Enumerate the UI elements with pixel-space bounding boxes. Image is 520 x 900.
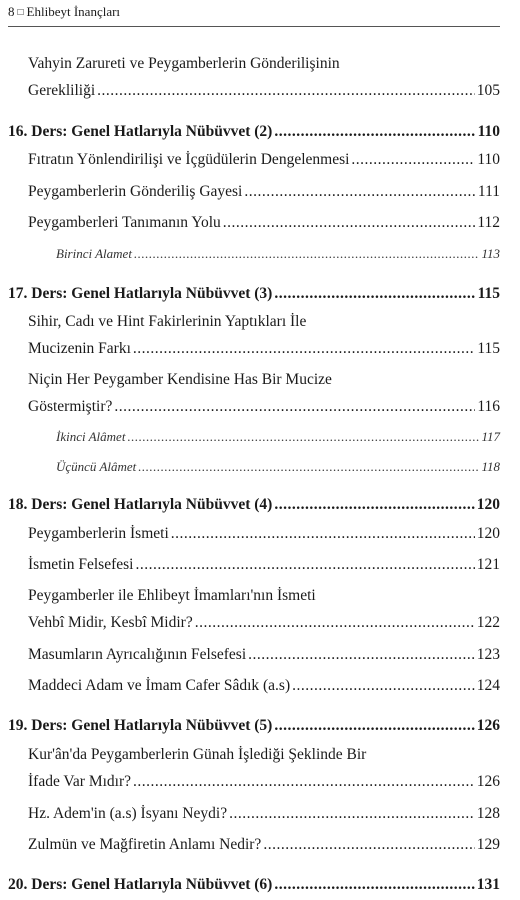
toc-subentry[interactable] — [56, 459, 500, 475]
toc-entry-title: İfade Var Mıdır? — [28, 773, 132, 790]
toc-entry[interactable] — [28, 646, 500, 664]
header-separator: □ — [17, 7, 24, 18]
toc-entry-title: Hz. Adem'in (a.s) İsyanı Neydi? — [28, 805, 228, 822]
toc-subentry[interactable] — [56, 246, 500, 262]
toc-entry[interactable] — [28, 525, 500, 543]
toc-page-number: 115 — [477, 285, 500, 302]
lesson-title: 20. Ders: Genel Hatlarıyla Nübüvvet (6) — [8, 876, 273, 893]
toc-entry[interactable] — [28, 214, 500, 232]
toc-entry[interactable] — [28, 614, 500, 632]
toc-entry-line1: Vahyin Zarureti ve Peygamberlerin Gönderilişinin — [28, 55, 340, 72]
toc-entry[interactable] — [28, 183, 500, 201]
dot-leader — [133, 340, 475, 358]
dot-leader — [127, 429, 479, 445]
toc-page-number: 129 — [476, 836, 500, 853]
dot-leader — [135, 556, 474, 574]
toc-entry[interactable] — [28, 677, 500, 695]
toc-page-number: 116 — [477, 398, 500, 415]
toc-page-number: 131 — [476, 876, 500, 893]
dot-leader — [195, 614, 475, 632]
toc-entry-title: Maddeci Adam ve İmam Cafer Sâdık (a.s) — [28, 677, 291, 694]
toc-page-number: 120 — [476, 496, 500, 513]
dot-leader — [274, 123, 475, 141]
toc-page-number: 111 — [477, 183, 500, 200]
dot-leader — [133, 773, 475, 791]
toc-entry-title: Peygamberlerin İsmeti — [28, 525, 169, 542]
toc-page-number: 105 — [476, 82, 500, 99]
dot-leader — [138, 459, 479, 475]
dot-leader — [292, 677, 475, 695]
toc-page-number: 128 — [476, 805, 500, 822]
toc-subentry-title: Birinci Alamet — [56, 246, 132, 261]
toc-entry-title: Masumların Ayrıcalığının Felsefesi — [28, 646, 247, 663]
running-header — [8, 4, 500, 27]
toc-entry-title: Vehbî Midir, Kesbî Midir? — [28, 614, 193, 631]
toc-page-number: 121 — [476, 556, 500, 573]
dot-leader — [351, 151, 475, 169]
toc-subentry-title: İkinci Alâmet — [56, 429, 126, 444]
toc-page-number: 110 — [477, 123, 500, 140]
toc-subentry-title: Üçüncü Alâmet — [56, 459, 137, 474]
dot-leader — [274, 876, 474, 894]
lesson-title: 19. Ders: Genel Hatlarıyla Nübüvvet (5) — [8, 717, 273, 734]
dot-leader — [248, 646, 475, 664]
toc-entry-line1: Peygamberler ile Ehlibeyt İmamları'nın İsmeti — [28, 587, 316, 604]
toc-entry[interactable] — [28, 836, 500, 854]
toc-page-number: 126 — [476, 717, 500, 734]
toc-entry-title: Peygamberlerin Gönderiliş Gayesi — [28, 183, 243, 200]
dot-leader — [171, 525, 475, 543]
toc-lesson-heading[interactable] — [8, 496, 500, 514]
lesson-title: 18. Ders: Genel Hatlarıyla Nübüvvet (4) — [8, 496, 273, 513]
toc-entry[interactable] — [28, 398, 500, 416]
toc-entry-line1: Niçin Her Peygamber Kendisine Has Bir Mucize — [28, 371, 332, 388]
toc-lesson-heading[interactable] — [8, 717, 500, 735]
toc-page-number: 117 — [481, 429, 500, 444]
toc-page-number: 110 — [477, 151, 500, 168]
toc-entry-title: İsmetin Felsefesi — [28, 556, 134, 573]
dot-leader — [274, 717, 474, 735]
toc-entry[interactable] — [28, 151, 500, 169]
dot-leader — [229, 805, 475, 823]
toc-page-number: 123 — [476, 646, 500, 663]
dot-leader — [134, 246, 480, 262]
dot-leader — [114, 398, 475, 416]
toc-entry[interactable] — [28, 805, 500, 823]
dot-leader — [244, 183, 476, 201]
toc-entry-line1: Sihir, Cadı ve Hint Fakirlerinin Yaptıkları İle — [28, 313, 307, 330]
dot-leader — [97, 82, 475, 100]
toc-entry-title: Fıtratın Yönlendirilişi ve İçgüdülerin Dengelenmesi — [28, 151, 350, 168]
toc-entry-line1: Kur'ân'da Peygamberlerin Günah İşlediği Şeklinde Bir — [28, 746, 367, 763]
toc-entry-title: Mucizenin Farkı — [28, 340, 131, 357]
toc-page-number: 120 — [476, 525, 500, 542]
toc-lesson-heading[interactable] — [8, 123, 500, 141]
toc-entry[interactable] — [28, 773, 500, 791]
lesson-title: 17. Ders: Genel Hatlarıyla Nübüvvet (3) — [8, 285, 273, 302]
page-number: 8 — [8, 4, 15, 19]
toc-page-number: 113 — [481, 246, 500, 261]
toc-entry-title: Peygamberleri Tanımanın Yolu — [28, 214, 221, 231]
toc-entry-title: Göstermiştir? — [28, 398, 113, 415]
book-title: Ehlibeyt İnançları — [26, 4, 121, 19]
toc-page-number: 118 — [481, 459, 500, 474]
toc-page-number: 122 — [476, 614, 500, 631]
toc-lesson-heading[interactable] — [8, 285, 500, 303]
toc-page-number: 126 — [476, 773, 500, 790]
toc-entry[interactable] — [28, 556, 500, 574]
toc-entry[interactable] — [28, 82, 500, 100]
toc-lesson-heading[interactable] — [8, 876, 500, 894]
toc-page-number: 124 — [476, 677, 500, 694]
dot-leader — [263, 836, 474, 854]
toc-entry-title: Zulmün ve Mağfiretin Anlamı Nedir? — [28, 836, 262, 853]
dot-leader — [223, 214, 476, 232]
toc-entry[interactable] — [28, 340, 500, 358]
toc-page-number: 115 — [477, 340, 500, 357]
dot-leader — [274, 285, 475, 303]
toc-page-number: 112 — [477, 214, 500, 231]
lesson-title: 16. Ders: Genel Hatlarıyla Nübüvvet (2) — [8, 123, 273, 140]
toc-subentry[interactable] — [56, 429, 500, 445]
toc-entry-title: Gerekliliği — [28, 82, 96, 99]
dot-leader — [274, 496, 474, 514]
